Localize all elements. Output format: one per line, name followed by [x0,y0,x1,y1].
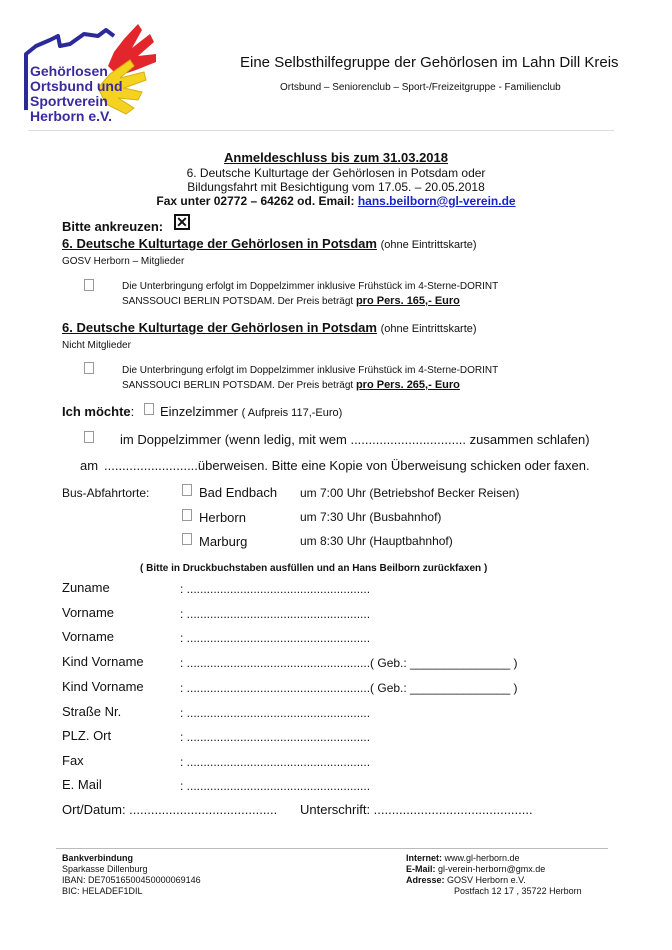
address-line-2: Postfach 12 17 , 35722 Herborn [454,886,582,896]
checked-box-example-icon: ✕ [174,214,190,230]
transfer-prefix: am [80,458,99,473]
contact-info [406,853,582,897]
option2-line2-text: SANSSOUCI BERLIN POTSDAM. Der Preis beträgt [122,380,356,391]
bus-stop-time-2: um 7:30 Uhr (Busbahnhof) [300,510,442,524]
address-label: Adresse: [406,875,445,885]
logo-line-3: Sportverein [30,93,108,109]
form-label-kind-vorname-1: Kind Vorname [62,654,144,669]
footer-email-label: E-Mail: [406,864,436,874]
form-label-kind-vorname-2: Kind Vorname [62,679,144,694]
footer-divider [56,848,608,849]
option2-group: Nicht Mitglieder [62,340,131,351]
option2-note: (ohne Eintrittskarte) [380,323,477,335]
room-colon: : [130,404,135,419]
option2-price: pro Pers. 265,- Euro [355,379,460,391]
single-room-checkbox[interactable] [144,403,154,415]
date-field[interactable]: Ort/Datum: ......................................... [62,802,278,817]
logo-line-4: Herborn e.V. [30,108,112,124]
bus-stop-time-3: um 8:30 Uhr (Hauptbahnhof) [300,534,453,548]
fax-text: Fax unter 02772 – 64262 od. Email: [156,194,358,208]
header-divider [28,130,614,131]
address-value: GOSV Herborn e.V. [447,875,526,885]
form-input-kind-vorname-1[interactable]: : .......................................................( Geb.: _______________ ) [180,656,518,670]
address-row [406,875,582,886]
form-instruction: ( Bitte in Druckbuchstaben ausfüllen und an Hans Beilborn zurückfaxen ) [140,563,488,574]
option2-checkbox[interactable] [84,362,94,374]
bank-heading: Bankverbindung [62,853,134,863]
option1-group: GOSV Herborn – Mitglieder [62,256,185,267]
internet-label: Internet: [406,853,442,863]
deadline-line-1: 6. Deutsche Kulturtage der Gehörlosen in Potsdam oder [186,166,486,180]
room-prefix: Ich möchte [62,404,131,419]
bus-stop-checkbox-3[interactable] [182,533,192,545]
form-label-strasse: Straße Nr. [62,704,122,719]
deadline-line-2: Bildungsfahrt mit Besichtigung vom 17.05. – 20.05.2018 [187,180,485,194]
form-label-fax: Fax [62,753,84,768]
bus-stop-place-2: Herborn [199,510,246,525]
single-room-note: ( Aufpreis 117,-Euro) [241,407,343,419]
email-link[interactable]: hans.beilborn@gl-verein.de [357,194,516,208]
option1-title: 6. Deutsche Kulturtage der Gehörlosen in Potsdam [62,236,377,251]
option2-heading [62,320,477,335]
email-row [406,864,582,875]
option1-checkbox[interactable] [84,279,94,291]
bank-line-3: BIC: HELADEF1DIL [62,886,143,896]
single-room-label [160,404,342,419]
form-input-vorname-1[interactable]: : ....................................................... [180,607,371,621]
page-subtitle: Ortsbund – Seniorenclub – Sport-/Freizeitgruppe - Familienclub [280,82,561,93]
bus-stop-checkbox-2[interactable] [182,509,192,521]
bus-stop-place-1: Bad Endbach [199,485,278,500]
option1-text-line-2 [122,295,460,307]
option2-title: 6. Deutsche Kulturtage der Gehörlosen in Potsdam [62,320,377,335]
room-choice-line [62,404,134,419]
bus-label: Bus-Abfahrtorte: [62,486,150,500]
page-title: Eine Selbsthilfegruppe der Gehörlosen im Lahn Dill Kreis [240,54,619,71]
form-label-email: E. Mail [62,777,102,792]
bus-stop-checkbox-1[interactable] [182,484,192,496]
form-input-email[interactable]: : ....................................................... [180,779,371,793]
form-input-fax[interactable]: : ....................................................... [180,755,371,769]
internet-row [406,853,582,864]
form-label-plz-ort: PLZ. Ort [62,728,112,743]
single-room-text: Einzelzimmer [160,404,239,419]
double-room-checkbox[interactable] [84,431,94,443]
tick-instruction: Bitte ankreuzen: [62,219,164,234]
form-input-plz-ort[interactable]: : ....................................................... [180,730,371,744]
bank-info [62,853,201,897]
transfer-line: ..........................überweisen. Bitte eine Kopie von Überweisung schicken oder faxen. [104,458,590,473]
bank-line-1: Sparkasse Dillenburg [62,864,148,874]
form-label-zuname: Zuname [62,580,110,595]
bank-line-2: IBAN: DE70516500450000069146 [62,875,201,885]
option1-heading [62,236,477,251]
bus-stop-place-3: Marburg [199,534,248,549]
form-input-kind-vorname-2[interactable]: : .......................................................( Geb.: _______________ ) [180,681,518,695]
internet-link[interactable]: www.gl-herborn.de [444,853,520,863]
deadline-fax-line [0,194,672,208]
form-input-vorname-2[interactable]: : ....................................................... [180,631,371,645]
form-input-zuname[interactable]: : ....................................................... [180,582,371,596]
option2-text-line-1: Die Unterbringung erfolgt im Doppelzimmer inklusive Frühstück im 4-Sterne-DORINT [122,365,499,376]
footer-email-link[interactable]: gl-verein-herborn@gmx.de [438,864,546,874]
option2-text-line-2 [122,379,460,391]
option1-line2-text: SANSSOUCI BERLIN POTSDAM. Der Preis beträgt [122,296,356,307]
logo-line-2: Ortsbund und [30,78,123,94]
option1-price: pro Pers. 165,- Euro [355,295,460,307]
deadline-heading: Anmeldeschluss bis zum 31.03.2018 [224,150,448,165]
logo-line-1: Gehörlosen [30,63,108,79]
form-input-strasse[interactable]: : ....................................................... [180,706,371,720]
option1-text-line-1: Die Unterbringung erfolgt im Doppelzimmer inklusive Frühstück im 4-Sterne-DORINT [122,281,499,292]
option1-note: (ohne Eintrittskarte) [380,239,477,251]
form-label-vorname-2: Vorname [62,629,115,644]
bus-stop-time-1: um 7:00 Uhr (Betriebshof Becker Reisen) [300,486,520,500]
signature-field[interactable]: Unterschrift: ............................................ [300,802,533,817]
double-room-label: im Doppelzimmer (wenn ledig, mit wem ................................ zusammen schlafen) [120,432,590,447]
form-label-vorname-1: Vorname [62,605,115,620]
